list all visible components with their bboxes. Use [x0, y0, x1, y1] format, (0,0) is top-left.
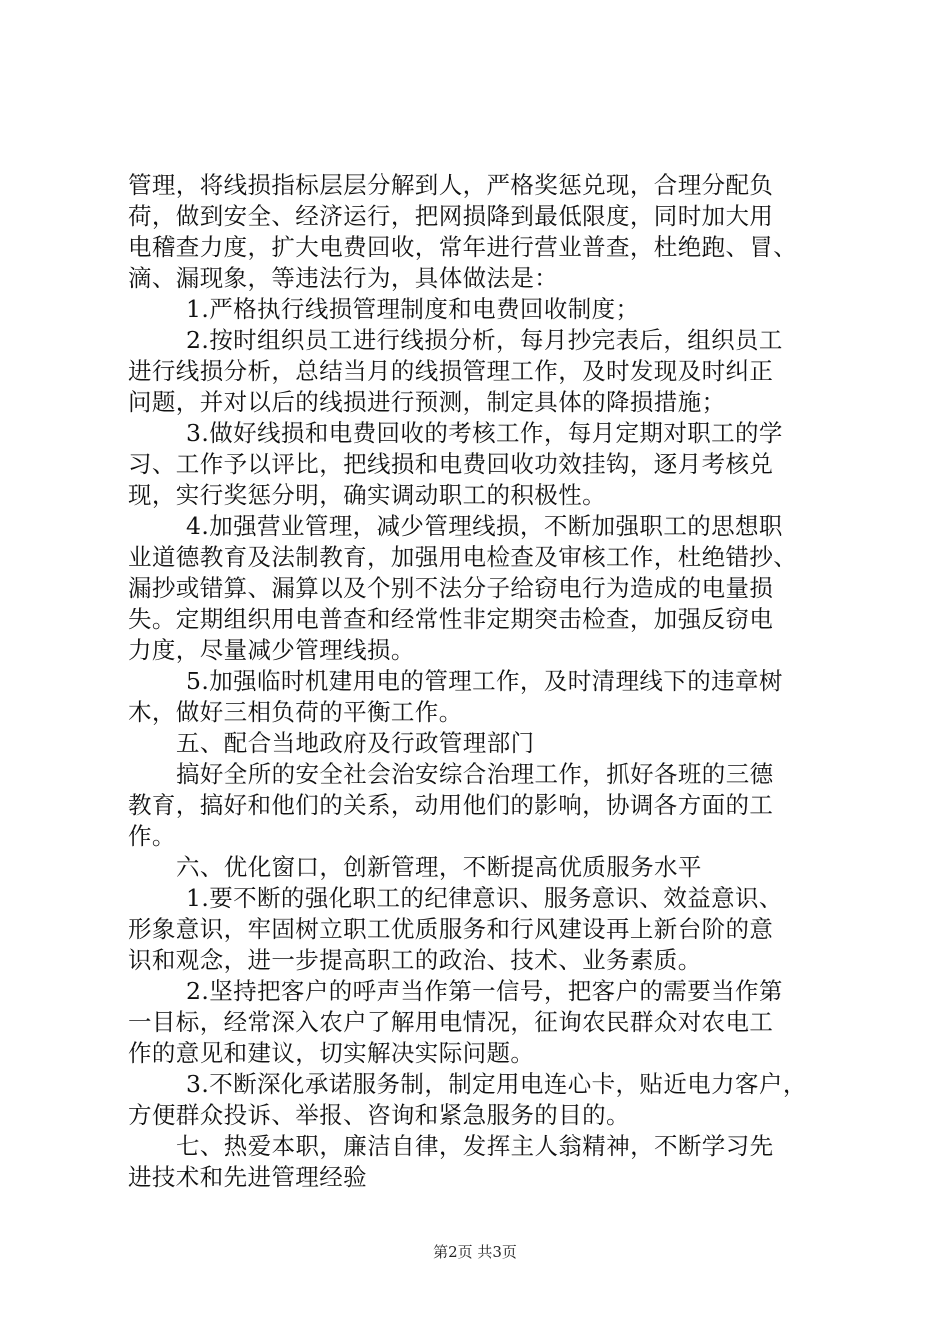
text-line: 荷，做到安全、经济运行，把网损降到最低限度，同时加大用: [128, 202, 774, 230]
text-line: 1.要不断的强化职工的纪律意识、服务意识、效益意识、: [186, 884, 783, 912]
text-line: 1.严格执行线损管理制度和电费回收制度；: [186, 295, 640, 323]
text-line: 电稽查力度，扩大电费回收，常年进行营业普查，杜绝跑、冒、: [128, 233, 798, 261]
text-line: 4.加强营业管理，减少管理线损，不断加强职工的思想职: [186, 512, 783, 540]
text-line: 5.加强临时机建用电的管理工作，及时清理线下的违章树: [186, 667, 783, 695]
text-line: 形象意识，牢固树立职工优质服务和行风建设再上新台阶的意: [128, 915, 774, 943]
page-footer: 第2页 共3页: [433, 1243, 517, 1261]
text-line: 习、工作予以评比，把线损和电费回收功效挂钩，逐月考核兑: [128, 450, 774, 478]
text-line: 3.做好线损和电费回收的考核工作，每月定期对职工的学: [186, 419, 783, 447]
text-line: 进行线损分析，总结当月的线损管理工作，及时发现及时纠正: [128, 357, 774, 385]
text-line: 教育，搞好和他们的关系，动用他们的影响，协调各方面的工: [128, 791, 774, 819]
text-line: 力度，尽量减少管理线损。: [128, 636, 415, 664]
text-line: 漏抄或错算、漏算以及个别不法分子给窃电行为造成的电量损: [128, 574, 774, 602]
text-line: 方便群众投诉、举报、咨询和紧急服务的目的。: [128, 1101, 630, 1129]
document-body: [128, 170, 848, 1193]
text-line: 作。: [128, 822, 176, 850]
text-line: 五、配合当地政府及行政管理部门: [176, 729, 535, 757]
text-line: 六、优化窗口，创新管理，不断提高优质服务水平: [176, 853, 702, 881]
text-line: 木，做好三相负荷的平衡工作。: [128, 698, 463, 726]
text-line: 2.按时组织员工进行线损分析，每月抄完表后，组织员工: [186, 326, 783, 354]
text-line: 一目标，经常深入农户了解用电情况，征询农民群众对农电工: [128, 1008, 774, 1036]
text-line: 3.不断深化承诺服务制，制定用电连心卡，贴近电力客户，: [186, 1070, 807, 1098]
text-line: 搞好全所的安全社会治安综合治理工作，抓好各班的三德: [176, 760, 774, 788]
text-line: 现，实行奖惩分明，确实调动职工的积极性。: [128, 481, 606, 509]
text-line: 管理，将线损指标层层分解到人，严格奖惩兑现，合理分配负: [128, 171, 774, 199]
text-line: 作的意见和建议，切实解决实际问题。: [128, 1039, 535, 1067]
text-line: 进技术和先进管理经验: [128, 1163, 367, 1191]
text-line: 问题，并对以后的线损进行预测，制定具体的降损措施；: [128, 388, 726, 416]
text-line: 滴、漏现象，等违法行为，具体做法是：: [128, 264, 559, 292]
text-line: 七、热爱本职，廉洁自律，发挥主人翁精神，不断学习先: [176, 1132, 774, 1160]
text-line: 失。定期组织用电普查和经常性非定期突击检查，加强反窃电: [128, 605, 774, 633]
text-line: 识和观念，进一步提高职工的政治、技术、业务素质。: [128, 946, 702, 974]
text-line: 业道德教育及法制教育，加强用电检查及审核工作，杜绝错抄、: [128, 543, 798, 571]
text-line: 2.坚持把客户的呼声当作第一信号，把客户的需要当作第: [186, 977, 783, 1005]
